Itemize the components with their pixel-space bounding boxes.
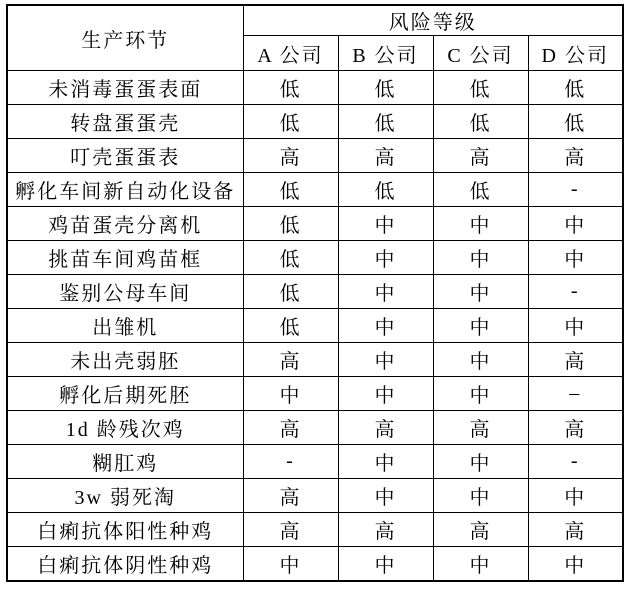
risk-cell: 低 (243, 173, 338, 207)
table-row (7, 309, 623, 343)
table-row (7, 173, 623, 207)
risk-cell: 中 (338, 377, 433, 411)
row-label: 3w 弱死淘 (7, 479, 243, 513)
row-label: 白痢抗体阴性种鸡 (7, 547, 243, 582)
risk-cell: 中 (338, 479, 433, 513)
risk-cell: - (528, 173, 623, 207)
table-row (7, 547, 623, 582)
risk-cell: 中 (338, 207, 433, 241)
risk-cell: 中 (338, 343, 433, 377)
risk-cell: 中 (528, 207, 623, 241)
risk-cell: 低 (528, 71, 623, 105)
risk-cell: 高 (243, 513, 338, 547)
risk-level-table (6, 4, 624, 582)
row-label: 孵化车间新自动化设备 (7, 173, 243, 207)
col-header-company-d: D 公司 (528, 36, 623, 71)
header-row-group (7, 5, 623, 36)
row-label: 出雏机 (7, 309, 243, 343)
risk-cell: 高 (433, 513, 528, 547)
risk-cell: - (243, 445, 338, 479)
risk-cell: 低 (243, 275, 338, 309)
risk-cell: 中 (338, 309, 433, 343)
risk-cell: 高 (243, 411, 338, 445)
row-label: 糊肛鸡 (7, 445, 243, 479)
risk-cell: 高 (338, 513, 433, 547)
risk-cell: 低 (243, 71, 338, 105)
row-label: 未出壳弱胚 (7, 343, 243, 377)
col-header-company-c: C 公司 (433, 36, 528, 71)
table-header (7, 5, 623, 71)
table-row (7, 445, 623, 479)
risk-cell: 中 (528, 241, 623, 275)
risk-cell: - (528, 445, 623, 479)
risk-cell: 中 (433, 241, 528, 275)
row-label: 转盘蛋蛋壳 (7, 105, 243, 139)
risk-cell: 低 (433, 105, 528, 139)
table-row (7, 479, 623, 513)
risk-cell: 中 (338, 241, 433, 275)
risk-cell: 低 (433, 173, 528, 207)
row-label: 1d 龄残次鸡 (7, 411, 243, 445)
risk-cell: 低 (243, 207, 338, 241)
col-header-company-a: A 公司 (243, 36, 338, 71)
risk-cell: 高 (243, 343, 338, 377)
risk-cell: 高 (528, 513, 623, 547)
risk-table-container (6, 4, 624, 582)
row-label: 叮壳蛋蛋表 (7, 139, 243, 173)
table-row (7, 411, 623, 445)
risk-cell: 高 (433, 139, 528, 173)
risk-cell: 高 (243, 139, 338, 173)
table-row (7, 513, 623, 547)
col-header-company-b: B 公司 (338, 36, 433, 71)
row-label: 白痢抗体阳性种鸡 (7, 513, 243, 547)
risk-cell: 中 (433, 479, 528, 513)
risk-cell: 中 (528, 479, 623, 513)
risk-cell: 高 (528, 343, 623, 377)
col-header-production-stage: 生产环节 (7, 5, 243, 71)
risk-cell: 中 (528, 547, 623, 582)
table-row (7, 105, 623, 139)
risk-cell: 中 (528, 309, 623, 343)
risk-cell: 高 (338, 139, 433, 173)
risk-cell: 高 (528, 411, 623, 445)
risk-cell: 中 (433, 309, 528, 343)
row-label: 鉴别公母车间 (7, 275, 243, 309)
table-row (7, 139, 623, 173)
risk-cell: 低 (243, 105, 338, 139)
risk-cell: 低 (338, 173, 433, 207)
table-row (7, 71, 623, 105)
risk-cell: 高 (338, 411, 433, 445)
risk-cell: 中 (243, 547, 338, 582)
risk-cell: 低 (433, 71, 528, 105)
risk-cell: 中 (338, 445, 433, 479)
table-row (7, 275, 623, 309)
table-row (7, 377, 623, 411)
risk-cell: 中 (433, 547, 528, 582)
risk-cell: 中 (433, 207, 528, 241)
col-header-risk-level: 风险等级 (243, 5, 623, 36)
risk-cell: 中 (243, 377, 338, 411)
table-row (7, 207, 623, 241)
risk-cell: 中 (433, 343, 528, 377)
row-label: 挑苗车间鸡苗框 (7, 241, 243, 275)
risk-cell: 高 (528, 139, 623, 173)
table-body (7, 71, 623, 582)
row-label: 未消毒蛋蛋表面 (7, 71, 243, 105)
risk-cell: 低 (243, 241, 338, 275)
risk-cell: 中 (433, 377, 528, 411)
risk-cell: 中 (433, 275, 528, 309)
risk-cell: 高 (433, 411, 528, 445)
row-label: 鸡苗蛋壳分离机 (7, 207, 243, 241)
row-label: 孵化后期死胚 (7, 377, 243, 411)
risk-cell: - (528, 275, 623, 309)
table-row (7, 241, 623, 275)
risk-cell: 中 (338, 547, 433, 582)
risk-cell: 低 (528, 105, 623, 139)
risk-cell: 中 (338, 275, 433, 309)
risk-cell: 高 (243, 479, 338, 513)
risk-cell: 低 (338, 71, 433, 105)
table-row (7, 343, 623, 377)
risk-cell: 中 (433, 445, 528, 479)
risk-cell: 低 (243, 309, 338, 343)
risk-cell: 低 (338, 105, 433, 139)
risk-cell: – (528, 377, 623, 411)
